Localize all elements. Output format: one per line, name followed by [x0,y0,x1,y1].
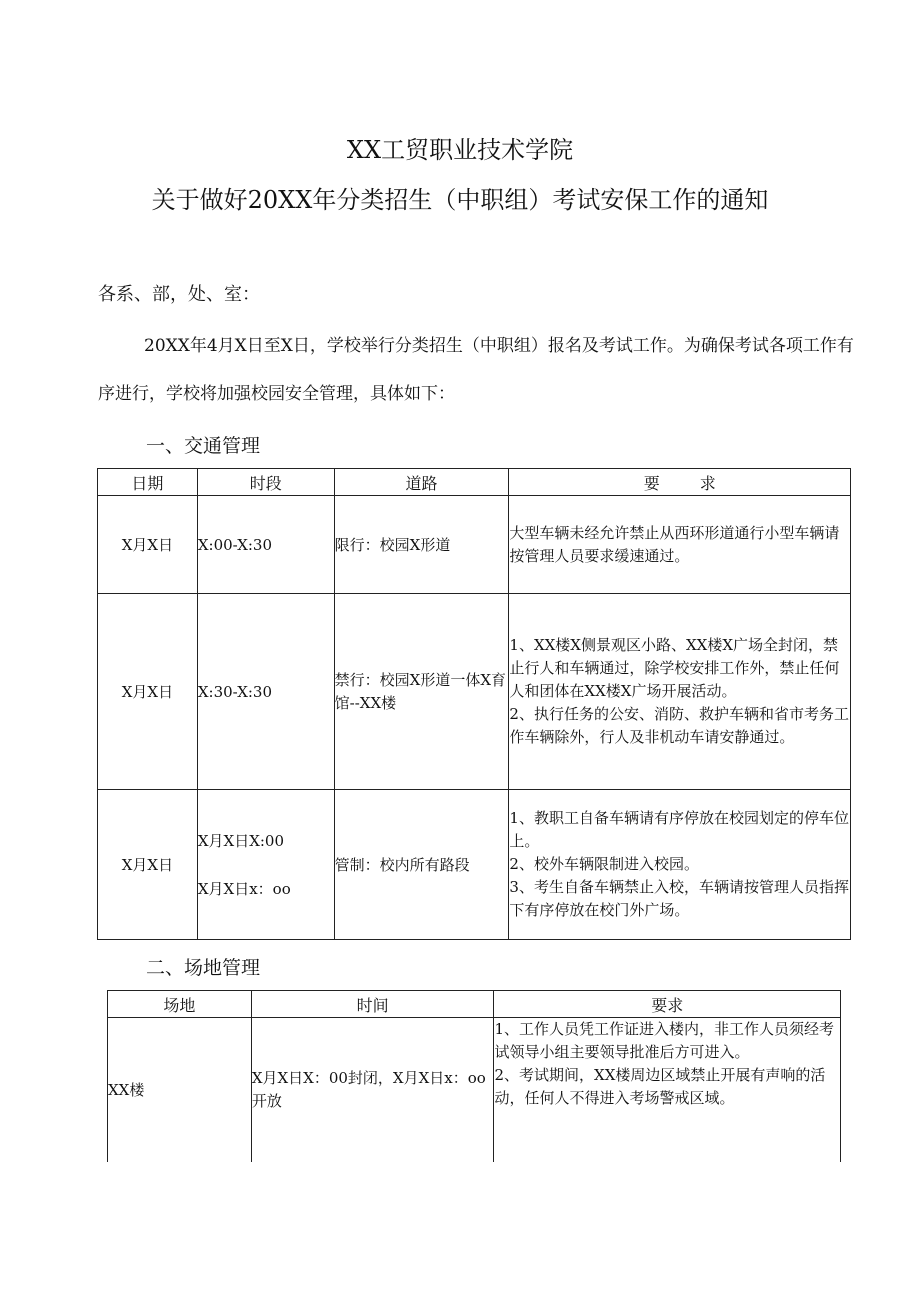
table-row [98,594,851,790]
cell-requirement: 大型车辆未经允许禁止从西环形道通行小型车辆请按管理人员要求缓速通过。 [509,496,851,594]
col-header-period: 时段 [197,469,334,496]
cell-requirement: 1、教职工自备车辆请有序停放在校园划定的停车位上。 2、校外车辆限制进入校园。 3、考生自备车辆禁止入校，车辆请按管理人员指挥下有序停放在校门外广场。 [509,790,851,940]
salutation: 各系、部，处、室： [98,284,260,305]
intro-text: 20XX年4月X日至X日，学校举行分类招生（中职组）报名及考试工作。为确保考试各项工作有序进行，学校将加强校园安全管理，具体如下： [98,336,854,404]
cell-period: X月X日X:00 X月X日x：oo [197,790,334,940]
cell-date: X月X日 [98,790,198,940]
venue-table [107,990,841,1162]
col-header-requirement: 要求 [494,991,841,1018]
col-header-date: 日期 [98,469,198,496]
cell-road: 限行：校园X形道 [334,496,509,594]
section1-heading: 一、交通管理 [146,435,261,457]
cell-requirement: 1、工作人员凭工作证进入楼内，非工作人员须经考试领导小组主要领导批准后方可进入。 2、考试期间，XX楼周边区域禁止开展有声响的活动，任何人不得进入考场警戒区域。 [494,1018,841,1162]
col-header-venue: 场地 [108,991,252,1018]
col-header-time: 时间 [251,991,494,1018]
intro-paragraph [98,322,858,418]
col-header-road: 道路 [334,469,509,496]
doc-title-notice: 关于做好20XX年分类招生（中职组）考试安保工作的通知 [151,186,769,214]
section2-heading: 二、场地管理 [146,957,261,979]
cell-venue: XX楼 [108,1018,252,1162]
traffic-table [97,468,851,940]
cell-period: X:30-X:30 [197,594,334,790]
cell-requirement: 1、XX楼X侧景观区小路、XX楼X广场全封闭，禁止行人和车辆通过，除学校安排工作外，禁止任何人和团体在XX楼X广场开展活动。 2、执行任务的公安、消防、救护车辆和省市考务工作车辆除外，行人及非机动车请安静通过。 [509,594,851,790]
cell-date: X月X日 [98,594,198,790]
venue-header-row [108,991,841,1018]
cell-road: 管制：校内所有路段 [334,790,509,940]
traffic-header-row [98,469,851,496]
cell-time: X月X日X：00封闭，X月X日x：oo开放 [251,1018,494,1162]
cell-road: 禁行：校园X形道一体X育馆--XX楼 [334,594,509,790]
table-row [98,496,851,594]
cell-date: X月X日 [98,496,198,594]
table-row [98,790,851,940]
doc-title-school: XX工贸职业技术学院 [346,136,574,164]
cell-period: X:00-X:30 [197,496,334,594]
table-row [108,1018,841,1162]
col-header-requirement: 要求 [509,469,851,496]
